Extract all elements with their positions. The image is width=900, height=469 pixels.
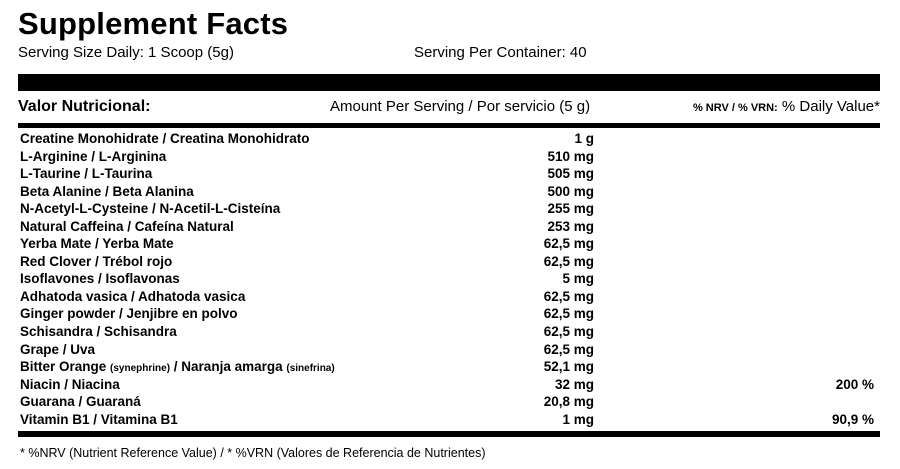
ingredient-daily-value: 200 % [835,376,874,392]
ingredient-row [18,183,880,201]
ingredient-amount: 1 mg [562,411,594,427]
ingredient-row [18,288,880,306]
ingredient-name: Guarana / Guaraná [20,394,141,410]
ingredient-row [18,200,880,218]
ingredient-name-part: Bitter Orange [20,359,111,375]
ingredient-row [18,323,880,341]
ingredient-amount: 5 mg [562,271,594,287]
ingredient-amount: 510 mg [547,148,594,164]
ingredient-amount: 62,5 mg [543,306,594,322]
page-title: Supplement Facts [18,6,289,41]
ingredient-name: Grape / Uva [20,341,96,357]
ingredient-name: Ginger powder / Jenjibre en polvo [20,306,238,322]
ingredient-amount: 505 mg [547,166,594,182]
ingredient-name: L-Taurine / L-Taurina [20,166,153,182]
ingredient-amount: 62,5 mg [543,341,594,357]
ingredient-name: Adhatoda vasica / Adhatoda vasica [20,288,246,304]
footnote: * %NRV (Nutrient Reference Value) / * %VRN (Valores de Referencia de Nutrientes) [20,446,486,461]
ingredient-row [18,393,880,411]
ingredient-name: Creatine Monohidrate / Creatina Monohidrato [20,131,310,146]
daily-value-label: % Daily Value* [777,98,880,115]
ingredient-row [18,235,880,253]
ingredient-row [18,411,880,429]
ingredient-row [18,305,880,323]
ingredient-row [18,270,880,288]
ingredient-amount: 62,5 mg [543,236,594,252]
ingredient-name-note: (sinefrina) [286,363,335,375]
bottom-divider-bar [18,431,880,437]
ingredient-name: N-Acetyl-L-Cysteine / N-Acetil-L-Cisteína [20,201,281,217]
supplement-facts-panel [18,6,880,461]
ingredient-amount: 255 mg [547,201,594,217]
ingredients-list [18,128,880,428]
ingredient-amount: 62,5 mg [543,253,594,269]
nrv-vrn-label: % NRV / % VRN: [692,102,778,114]
ingredient-name: Beta Alanine / Beta Alanina [20,183,194,199]
valor-nutricional-heading: Valor Nutricional: [18,98,151,115]
ingredient-amount: 32 mg [554,376,594,392]
ingredient-name: Vitamin B1 / Vitamina B1 [20,411,178,427]
table-header [18,91,880,123]
ingredient-row [18,130,880,148]
ingredient-name-part: / Naranja amarga [170,359,287,375]
ingredient-row [18,253,880,271]
ingredient-name: Yerba Mate / Yerba Mate [20,236,174,252]
ingredient-row [18,341,880,359]
ingredient-row [18,165,880,183]
ingredient-amount: 1 g [574,131,594,146]
serving-info [18,42,880,64]
ingredient-amount: 62,5 mg [543,288,594,304]
ingredient-name-note: (synephrine) [110,363,171,375]
ingredient-row [18,358,880,376]
ingredient-amount: 500 mg [547,183,594,199]
ingredient-name: L-Arginine / L-Arginina [20,148,167,164]
ingredient-amount: 253 mg [547,218,594,234]
ingredient-row [18,218,880,236]
ingredient-name: Natural Caffeina / Cafeína Natural [20,218,234,234]
amount-per-serving-heading: Amount Per Serving / Por servicio (5 g) [330,98,591,115]
ingredient-name: Red Clover / Trébol rojo [20,253,173,269]
daily-value-heading [693,91,880,124]
ingredient-row [18,148,880,166]
ingredient-name: Isoflavones / Isoflavonas [20,271,180,287]
ingredient-amount: 52,1 mg [543,359,594,375]
ingredient-row [18,376,880,394]
ingredient-name: Schisandra / Schisandra [20,324,177,340]
ingredient-amount: 62,5 mg [543,324,594,340]
ingredient-name: Niacin / Niacina [20,376,120,392]
top-divider-bar [18,74,880,91]
servings-per-container: Serving Per Container: 40 [414,44,587,61]
ingredient-amount: 20,8 mg [543,394,594,410]
serving-size: Serving Size Daily: 1 Scoop (5g) [18,44,234,61]
ingredient-daily-value: 90,9 % [831,411,874,427]
